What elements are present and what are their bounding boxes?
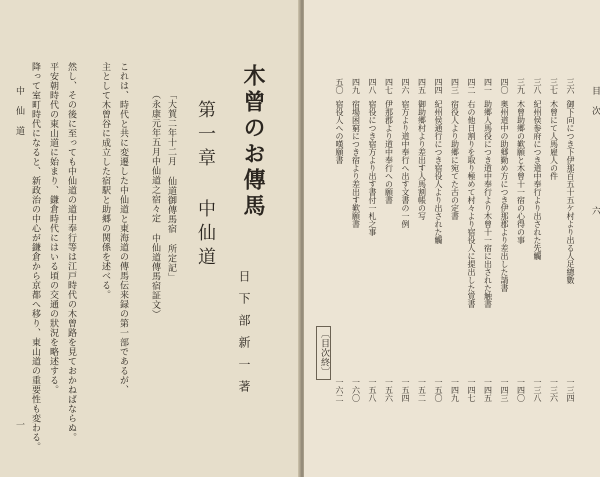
toc-entry-title: 紀州侯通行につき宿役人より出された觸 bbox=[434, 100, 443, 244]
toc-entry-page: 一五八 bbox=[368, 378, 377, 402]
toc-entry-number: 四四 bbox=[434, 78, 443, 94]
note2: （永康元年五月中仙道之宿々定 中仙道傳馬宿証文） bbox=[150, 90, 160, 319]
toc-header: 目 次 bbox=[590, 86, 600, 116]
book-title: 木曾のお傳馬 bbox=[240, 64, 266, 220]
toc-entry-page: 一三四 bbox=[566, 378, 575, 402]
toc-entry-number: 四六 bbox=[401, 78, 410, 94]
toc-entry-page: 一五六 bbox=[384, 378, 394, 402]
toc-entry-number: 三九 bbox=[516, 78, 526, 94]
toc-entry-page: 一四九 bbox=[450, 378, 460, 402]
toc-page-number: 六 bbox=[590, 206, 600, 216]
toc-entry-title: 紀州侯参府につき道中奉行より出された先觸 bbox=[533, 100, 542, 260]
toc-entry-page: 一四三 bbox=[500, 378, 509, 402]
toc-entry-number: 三八 bbox=[533, 78, 542, 94]
toc-entry-title: 宿役人への嘆願書 bbox=[335, 100, 344, 164]
toc-entry-page: 一四〇 bbox=[516, 378, 526, 402]
toc-entry-title: 宿方より道中奉行へ出す文書の一例 bbox=[401, 100, 410, 228]
toc-entry-number: 四七 bbox=[384, 78, 394, 94]
toc-entry-number: 三六 bbox=[566, 78, 575, 94]
toc-entry-number: 四九 bbox=[351, 78, 361, 94]
toc-entry-title: 宿場困窮につき宿より差出す歎願書 bbox=[351, 100, 361, 228]
toc-entry-number: 四二 bbox=[467, 78, 476, 94]
toc-entry-page: 一五二 bbox=[417, 378, 427, 402]
toc-entry-title: 伊那郡より道中奉行への願書 bbox=[384, 100, 394, 204]
side-header: 中 仙 道 bbox=[14, 86, 24, 136]
page-number: 一 bbox=[14, 420, 24, 430]
toc-end-label: 〔目次終〕 bbox=[316, 326, 331, 380]
toc-entry-number: 三七 bbox=[549, 78, 559, 94]
toc-entry-title: 助郷人馬役につき道中奉行より木曾十一宿に出された触書 bbox=[483, 100, 493, 308]
toc-entry-page: 一五四 bbox=[401, 378, 410, 402]
toc-entry-title: 宿役につき宿方より出す書付一札之事 bbox=[368, 100, 377, 236]
toc-entry-title: 木曾助郷の歎願と木曾十一宿の心得の事 bbox=[516, 100, 526, 244]
toc-entry-page: 一六二 bbox=[335, 378, 344, 402]
body-line: これは、時代と共に変遷した中仙道と東海道の傳馬伝来録の第一部であるが、 bbox=[118, 62, 128, 395]
toc-entry-page: 一四五 bbox=[483, 378, 493, 402]
toc-entry-number: 四五 bbox=[417, 78, 427, 94]
toc-entry-page: 一三六 bbox=[549, 378, 559, 402]
toc-entry-title: 宿役人より助郷に宛てた古の定書 bbox=[450, 100, 460, 220]
body-line: 主として木曾谷に成立した宿駅と助郷の関係を述べる。 bbox=[100, 62, 110, 300]
toc-entry-number: 四〇 bbox=[500, 78, 509, 94]
body-line: 然し、その後に至っても中仙道の道中奉行等は江戸時代の木曾路を見ておかねばならぬ。 bbox=[66, 62, 76, 442]
toc-entry-number: 四三 bbox=[450, 78, 460, 94]
body-line: 降って室町時代になると、新政治の中心が鎌倉から京都へ移り、東山道の重要性も変わる。 bbox=[30, 62, 40, 452]
toc-entry-title: 木曾にて人馬雇人の件 bbox=[549, 100, 559, 180]
author: 日下部新一著 bbox=[237, 270, 251, 402]
toc-entry-page: 一三八 bbox=[533, 378, 542, 402]
toc-entry-title: 御助郷村より差出す人馬割帳の写 bbox=[417, 100, 427, 220]
toc-entry-number: 四一 bbox=[483, 78, 493, 94]
body-line: 平安朝時代の東山道に始まり、鎌倉時代にはいる頃の交通の狀況を略述する。 bbox=[48, 62, 58, 395]
toc-entry-title: 御下向につき下伊那百五十五ケ村より出る人足總數 bbox=[566, 100, 575, 284]
toc-entry-number: 四八 bbox=[368, 78, 377, 94]
toc-entry-number: 五〇 bbox=[335, 78, 344, 94]
toc-entry-title: 奥州道中の助郷勤め方につき伊那郡より差出した請書 bbox=[500, 100, 509, 292]
toc-entry-page: 一五〇 bbox=[434, 378, 443, 402]
toc-entry-title: 右の他日割りを取り極めて村々より宿役人に提出した覚書 bbox=[467, 100, 476, 308]
toc-entry-page: 一四七 bbox=[467, 378, 476, 402]
toc-entry-page: 一六〇 bbox=[351, 378, 361, 402]
chapter-heading: 第一章 中仙道 bbox=[195, 100, 216, 271]
note: 「大賀二年十二月 仙道御傳馬宿 所定記」 bbox=[166, 90, 176, 282]
right-page bbox=[304, 0, 600, 477]
